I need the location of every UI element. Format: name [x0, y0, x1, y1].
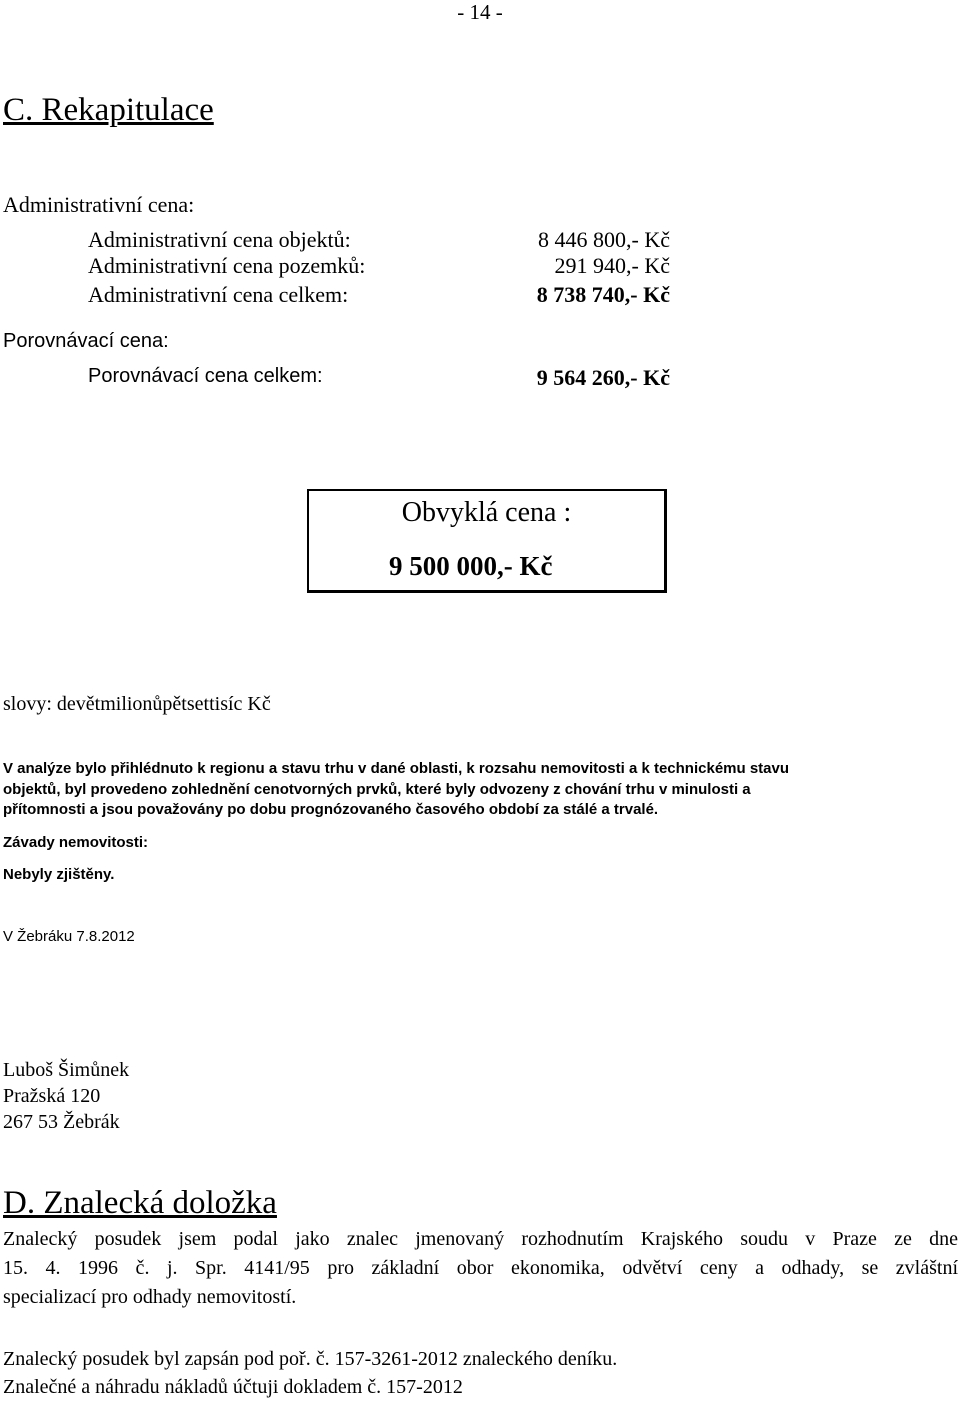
- place-date: V Žebráku 7.8.2012: [3, 928, 135, 945]
- signer-name: Luboš Šimůnek: [3, 1059, 130, 1081]
- section-c-title: C. Rekapitulace: [3, 92, 214, 128]
- admin-row-value: 291 940,- Kč: [554, 253, 670, 278]
- analysis-paragraph: [3, 759, 943, 821]
- price-in-words: slovy: devětmilionůpětsettisíc Kč: [3, 693, 271, 715]
- certificate-line: Znalecký posudek jsem podal jako znalec jmenovaný rozhodnutím Krajského soudu v Praze ze dne: [3, 1228, 958, 1250]
- usual-price-box: [307, 489, 667, 593]
- page-number: - 14 -: [457, 0, 503, 24]
- admin-row-value: 8 446 800,- Kč: [538, 227, 670, 252]
- certificate-paragraph: [3, 1225, 958, 1312]
- analysis-line: objektů, byl provedeno zohlednění cenotvorných prvků, které byly odvozeny z chování trhu v minulosti a: [3, 780, 751, 798]
- admin-price-heading: Administrativní cena:: [3, 192, 195, 217]
- section-d-title: D. Znalecká doložka: [3, 1185, 277, 1221]
- comparative-label: Porovnávací cena celkem:: [88, 365, 323, 387]
- fee-line: Znalečné a náhradu nákladů účtuji dokladem č. 157-2012: [3, 1376, 463, 1398]
- comparative-value: 9 564 260,- Kč: [536, 365, 670, 390]
- admin-row-label: Administrativní cena celkem:: [88, 282, 349, 307]
- admin-row-label: Administrativní cena objektů:: [88, 227, 351, 252]
- admin-total-value: 8 738 740,- Kč: [536, 282, 670, 307]
- usual-price-value: 9 500 000,- Kč: [389, 551, 553, 581]
- defects-heading: Závady nemovitosti:: [3, 834, 149, 851]
- analysis-line: přítomnosti a jsou považovány po dobu prognózovaného časového období za stálé a trvalé.: [3, 801, 659, 818]
- signer-city: 267 53 Žebrák: [3, 1111, 120, 1133]
- signer-street: Pražská 120: [3, 1085, 101, 1107]
- usual-price-title: Obvyklá cena :: [401, 497, 572, 528]
- analysis-line: V analýze bylo přihlédnuto k regionu a stavu trhu v dané oblasti, k rozsahu nemovitosti a k technickému stavu: [3, 760, 790, 777]
- comparative-price-heading: Porovnávací cena:: [3, 330, 169, 352]
- registry-line: Znalecký posudek byl zapsán pod poř. č. 157-3261-2012 znaleckého deníku.: [3, 1348, 618, 1370]
- certificate-line: 15. 4. 1996 č. j. Spr. 4141/95 pro základní obor ekonomika, odvětví ceny a odhady, se zvláštní: [3, 1257, 958, 1279]
- certificate-line: specializací pro odhady nemovitostí.: [3, 1286, 297, 1308]
- defects-value: Nebyly zjištěny.: [3, 866, 115, 883]
- admin-row-label: Administrativní cena pozemků:: [88, 253, 366, 278]
